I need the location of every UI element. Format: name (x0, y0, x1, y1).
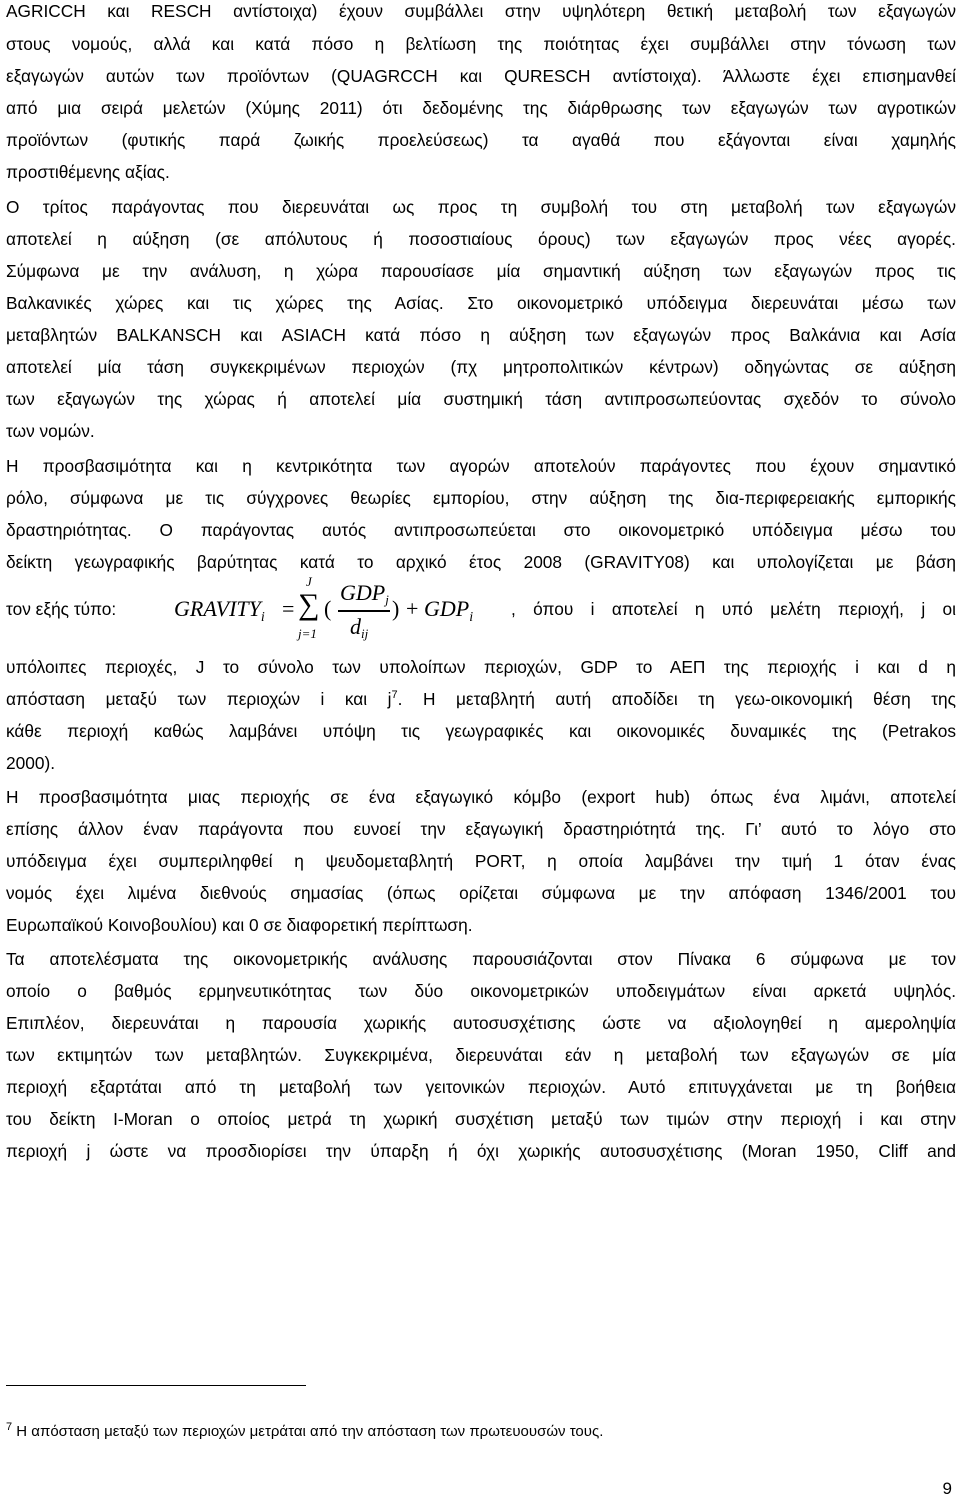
text-line: εξαγωγών αυτών των προϊόντων (QUAGRCCH και QURESCH αντίστοιχα). Άλλωστε έχει επισημανθεί (6, 66, 956, 86)
footnote-separator (6, 1385, 306, 1386)
formula-tail: $GDP_i$ (424, 596, 474, 625)
text-line: μεταβλητών BALKANSCH και ASIACH κατά πόσο η αύξηση των εξαγωγών προς Βαλκάνια και Ασία (6, 325, 956, 345)
page-number: 9 (942, 1479, 952, 1498)
formula-trail-text: , όπου i αποτελεί η υπό μελέτη περιοχή, j οι (511, 599, 956, 619)
footnote (6, 1421, 603, 1443)
text-line: νομός έχει λιμένα διεθνούς σημασίας (όπως ορίζεται σύμφωνα με την απόφαση 1346/2001 του (6, 883, 956, 903)
text-line: AGRICCH και RESCH αντίστοιχα) έχουν συμβάλλει στην υψηλότερη θετική μεταβολή των εξαγωγών (6, 1, 956, 21)
text-line: από μια σειρά μελετών (Χύμης 2011) ότι δεδομένης της διάρθρωσης των εξαγωγών των αγροτικών (6, 98, 956, 118)
text-line: κάθε περιοχή καθώς λαμβάνει υπόψη τις γεωγραφικές και οικονομικές δυναμικές της (Petrakos (6, 721, 956, 741)
text-line: δραστηριότητας. Ο παράγοντας αυτός αντιπροσωπεύεται στο οικονομετρικό υπόδειγμα μέσω του (6, 520, 956, 540)
formula-paren-open: ( (324, 596, 332, 621)
formula-equals: = (282, 596, 295, 621)
text-line: Σύμφωνα με την ανάλυση, η χώρα παρουσίασε μία σημαντική αύξηση των εξαγωγών προς τις (6, 261, 956, 281)
text-line: Επιπλέον, διερευνάται η παρουσία χωρικής αυτοσυσχέτισης ώστε να αξιολογηθεί η αμεροληψία (6, 1013, 956, 1033)
formula-lhs: $GRAVITY_i$ (174, 596, 265, 625)
text-line: Ευρωπαϊκού Κοινοβουλίου) και 0 σε διαφορετική περίπτωση. (6, 915, 473, 935)
footnote-reference: 7 (391, 689, 398, 702)
text-line: υπόλοιπες περιοχές, J το σύνολο των υπολοίπων περιοχών, GDP το ΑΕΠ της περιοχής i και d η (6, 657, 956, 677)
text-line: ρόλο, σύμφωνα με τις σύγχρονες θεωρίες εμπορίου, στην αύξηση της δια-περιφερειακής εμπορικής (6, 488, 956, 508)
formula-lead-text: τον εξής τύπο: (6, 599, 117, 619)
formula-sum-top: J (306, 574, 312, 589)
text-line: υπόδειγμα έχει συμπεριληφθεί η ψευδομεταβλητή PORT, η οποία λαμβάνει την τιμή 1 όταν ένας (6, 851, 956, 871)
formula-paren-close: ) (392, 596, 400, 621)
text-line: περιοχή j ώστε να προσδιορίσει την ύπαρξη ή όχι χωρικής αυτοσυσχέτισης (Moran 1950, Cliff and (6, 1141, 956, 1161)
text-line: 2000). (6, 753, 56, 773)
formula-plus: + (406, 596, 419, 621)
footnote-mark: 7 (6, 1421, 13, 1433)
formula-line (6, 574, 956, 648)
text-line: Ο τρίτος παράγοντας που διερευνάται ως προς τη συμβολή του στη μεταβολή των εξαγωγών (6, 197, 956, 217)
text-line: του δείκτη I-Moran ο οποίος μετρά τη χωρική συσχέτιση μεταξύ των τιμών στην περιοχή i και στην (6, 1109, 956, 1129)
footnote-text: Η απόσταση μεταξύ των περιοχών μετράται από την απόσταση των πρωτευουσών τους. (12, 1423, 604, 1440)
text-line: δείκτη γεωγραφικής βαρύτητας κατά το αρχικό έτος 2008 (GRAVITY08) και υπολογίζεται με βάση (6, 552, 956, 572)
text-line-with-footnote-ref: απόσταση μεταξύ των περιοχών i και $j^7$. Η μεταβλητή αυτή αποδίδει τη γεω-οικονομική θέση της (6, 689, 956, 709)
formula-denominator: dij (350, 614, 369, 641)
text-line: οποίο ο βαθμός ερμηνευτικότητας των δύο οικονομετρικών υποδειγμάτων είναι αρκετά υψηλός. (6, 981, 956, 1001)
text-line: Βαλκανικές χώρες και τις χώρες της Ασίας. Στο οικονομετρικό υπόδειγμα διερευνάται μέσω των (6, 293, 956, 313)
text-line: περιοχή εξαρτάται από τη μεταβολή των γειτονικών περιοχών. Αυτό επιτυγχάνεται με τη βοήθεια (6, 1077, 956, 1097)
formula-sum-sign: ∑ (298, 588, 320, 621)
text-line: Τα αποτελέσματα της οικονομετρικής ανάλυσης παρουσιάζονται στον Πίνακα 6 σύμφωνα με τον (6, 949, 956, 969)
text-line: Η προσβασιμότητα μιας περιοχής σε ένα εξαγωγικό κόμβο (export hub) όπως ένα λιμάνι, αποτελεί (6, 787, 956, 807)
formula-sum-bottom: j=1 (298, 626, 317, 641)
text-line: προστιθέμενης αξίας. (6, 162, 170, 182)
formula-numerator: GDPj (340, 580, 389, 607)
text-line: επίσης άλλον έναν παράγοντα που ευνοεί την εξαγωγική δραστηριότητά της. Γι’ αυτό το λόγο στο (6, 819, 956, 839)
text-line: αποτελεί μία τάση συγκεκριμένων περιοχών (πχ μητροπολιτικών κέντρων) οδηγώντας σε αύξηση (6, 357, 956, 377)
gravity-formula (174, 574, 514, 648)
text-line: Η προσβασιμότητα και η κεντρικότητα των αγορών αποτελούν παράγοντες που έχουν σημαντικό (6, 456, 956, 476)
text-line: των νομών. (6, 421, 95, 441)
fraction-bar (338, 610, 390, 612)
text-line: των εκτιμητών των μεταβλητών. Συγκεκριμένα, διερευνάται εάν η μεταβολή των εξαγωγών σε μία (6, 1045, 956, 1065)
text-line: προϊόντων (φυτικής παρά ζωικής προελεύσεως) τα αγαθά που εξάγονται είναι χαμηλής (6, 130, 956, 150)
text-line: αποτελεί η αύξηση (σε απόλυτους ή ποσοστιαίους όρους) των εξαγωγών προς νέες αγορές. (6, 229, 956, 249)
text-line: των εξαγωγών της χώρας ή αποτελεί μία συστημική τάση αντιπροσωπεύοντας σχεδόν το σύνολο (6, 389, 956, 409)
text-line: στους νομούς, αλλά και κατά πόσο η βελτίωση της ποιότητας έχει συμβάλλει στην τόνωση των (6, 34, 956, 54)
